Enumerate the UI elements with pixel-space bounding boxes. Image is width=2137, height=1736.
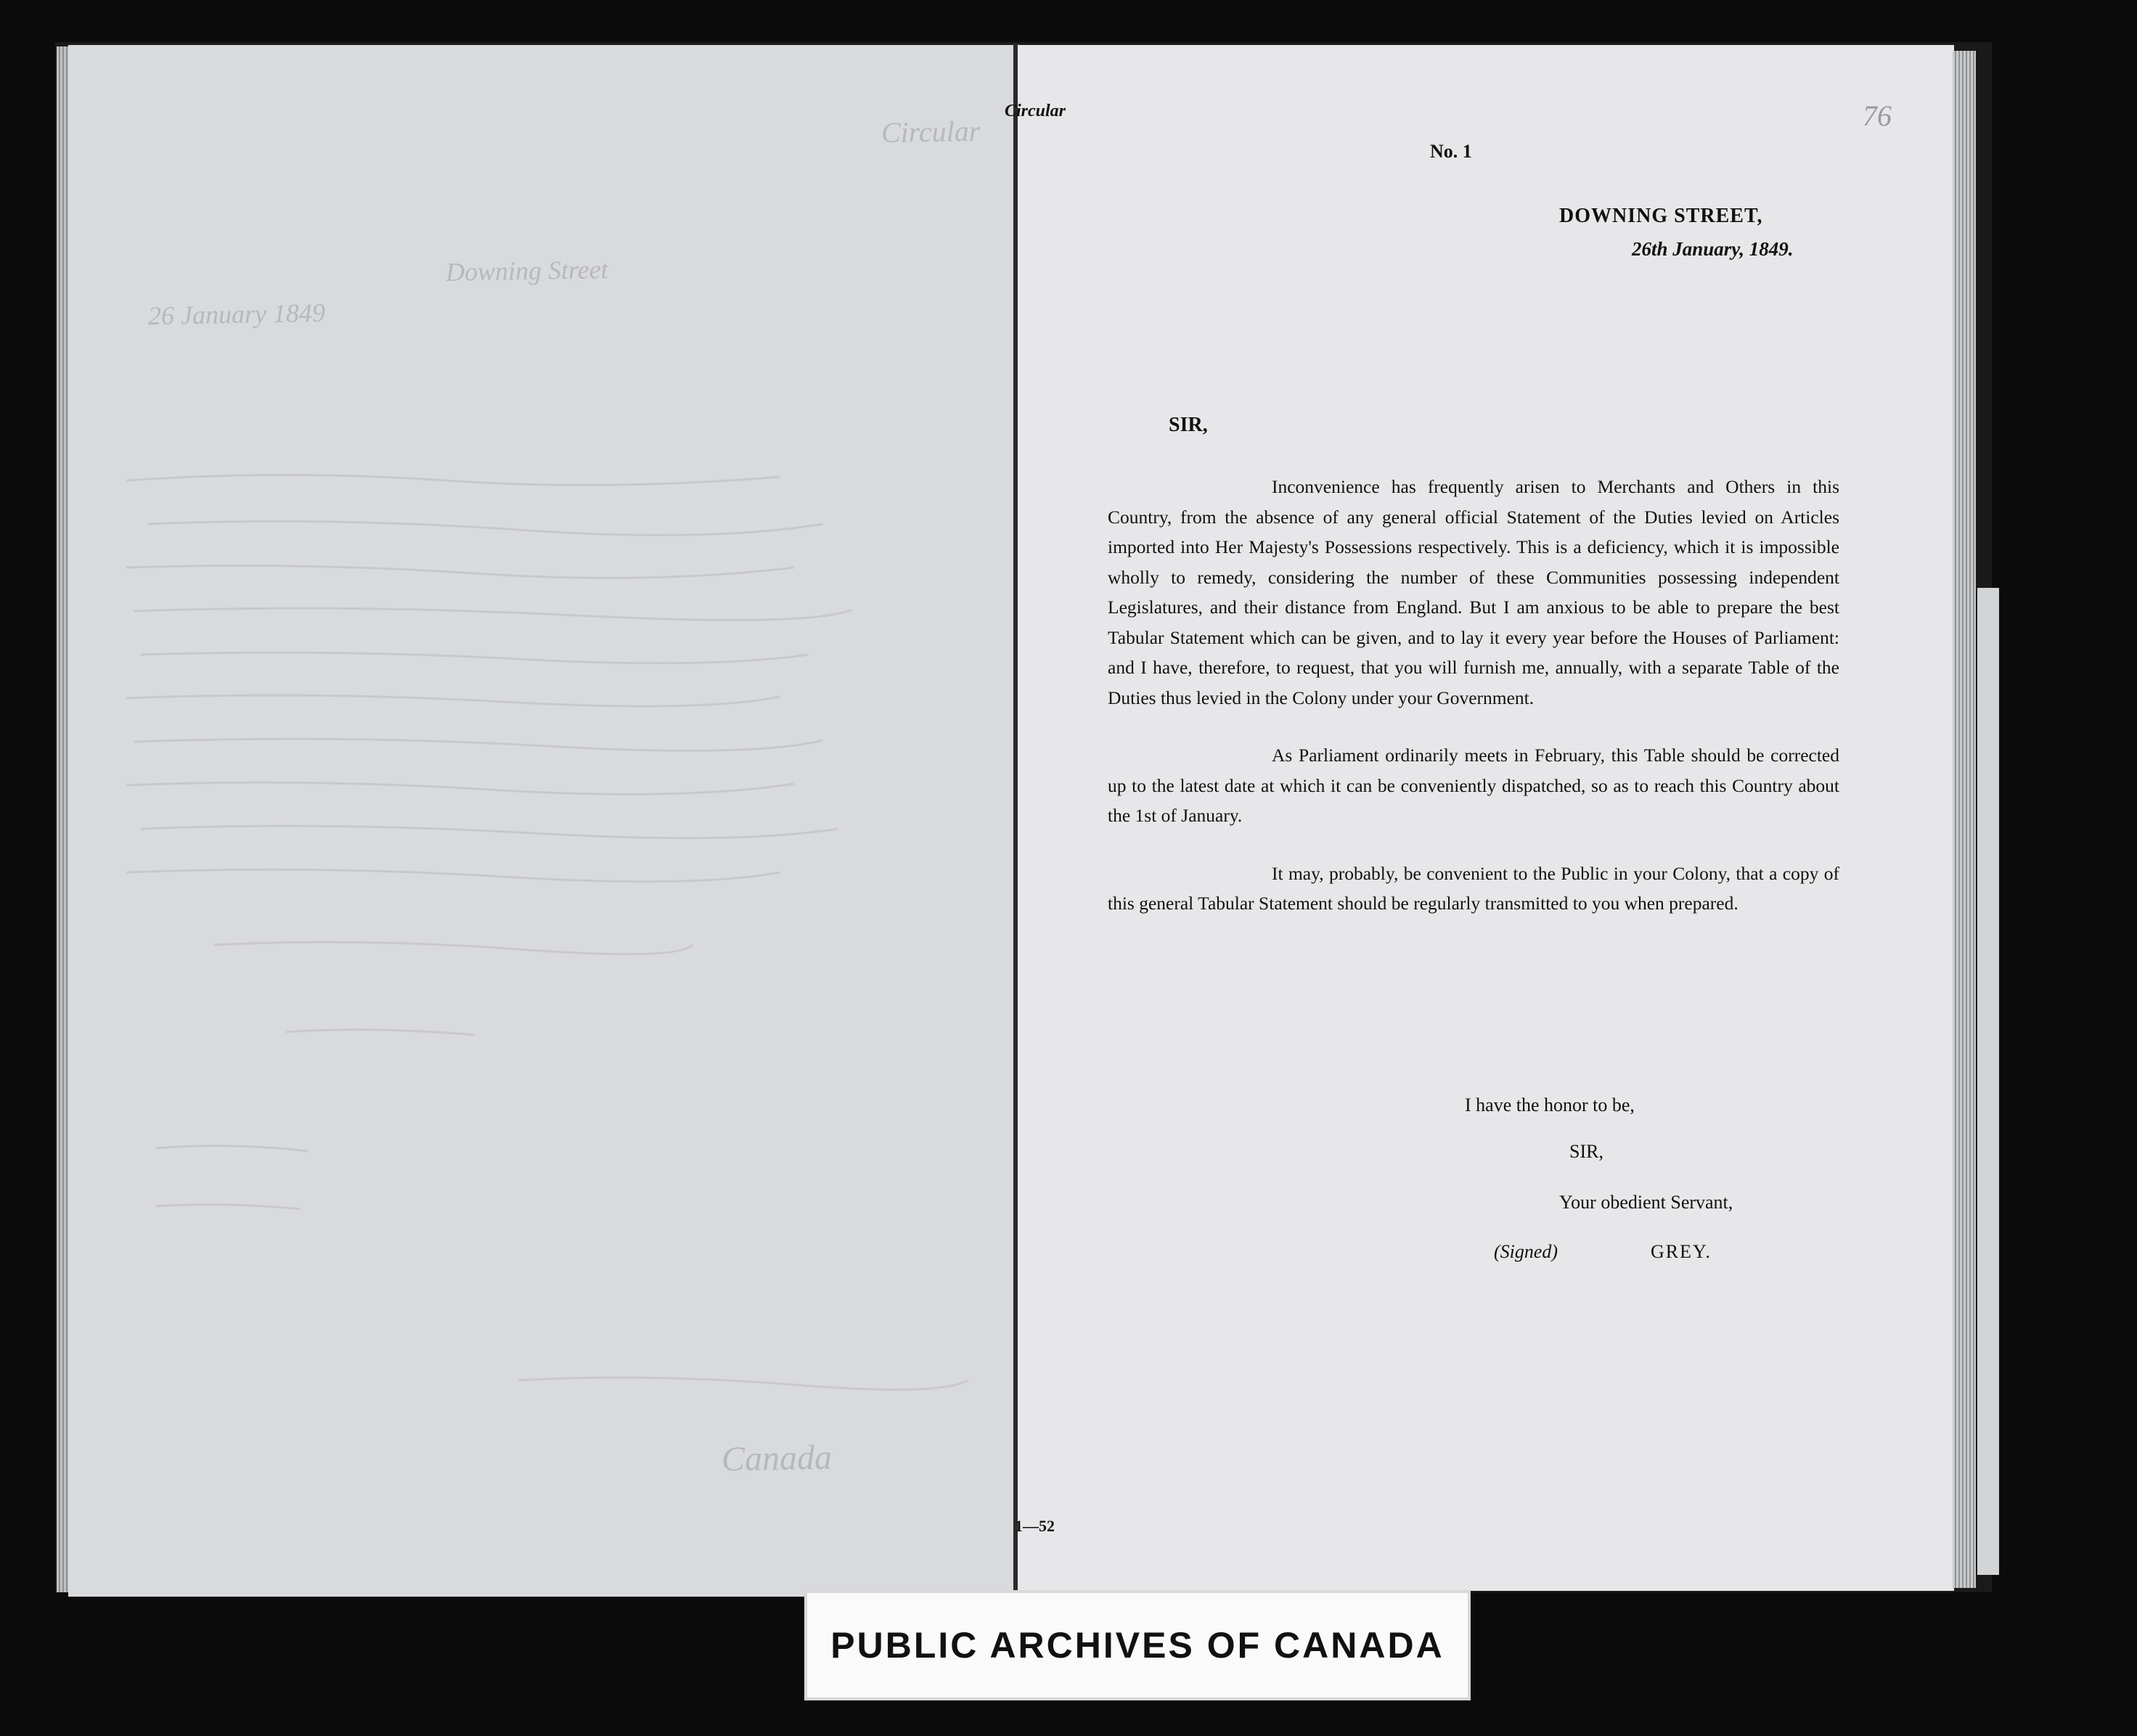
bleed-through-handwriting [68,45,1015,1597]
left-faint-date: 26 January 1849 [147,298,326,331]
address-date: 26th January, 1849. [1632,238,1794,260]
page-tab-strip [1977,588,1999,1575]
left-faint-bottom: Canada [721,1438,833,1479]
printer-mark: 1—52 [1015,1517,1055,1535]
signatory: GREY. [1651,1241,1712,1262]
letter-paragraph: It may, probably, be convenient to the Public in your Colony, that a copy of this general Tabular Statement should be regularly transmitted to you when prepared. [1108,862,1839,914]
closing-sir: SIR, [1569,1141,1603,1162]
address-street: DOWNING STREET, [1559,205,1763,227]
letter-body [1108,472,1839,946]
circular-label: Circular [1005,102,1066,120]
letter-number: No. 1 [1430,141,1472,162]
left-faint-heading: Circular [880,114,981,150]
closing-honor: I have the honor to be, [1465,1094,1635,1115]
left-faint-address: Downing Street [445,255,608,287]
signed-label: (Signed) [1494,1241,1558,1262]
left-page [68,45,1015,1597]
letter-paragraph: Inconvenience has frequently arisen to Merchants and Others in this Country, from the absence of any general official Statement of the Duties levied on Articles imported into Her Majesty's Possessions respectively. This is a deficiency, which it is impossible wholly to remedy, considering the number of these Communities possessing independent Legislatures, and their distance from England. But I am anxious to be able to prepare the best Tabular Statement which can be given, and to lay it every year before the Houses of Parliament: and I have, therefore, to request, that you will furnish me, annually, with a separate Table of the Duties thus levied in the Colony under your Government. [1108,476,1839,708]
folio-number: 76 [1863,99,1892,132]
archive-stamp-text: PUBLIC ARCHIVES OF CANADA [830,1625,1445,1666]
salutation: SIR, [1169,414,1208,436]
right-page-edges [1953,51,1976,1588]
letter-paragraph: As Parliament ordinarily meets in February, this Table should be corrected up to the latest date at which it can be conveniently dispatched, so as to reach this Country about the 1st of January. [1108,745,1839,826]
archive-stamp [804,1590,1471,1700]
closing-servant: Your obedient Servant, [1559,1192,1733,1213]
